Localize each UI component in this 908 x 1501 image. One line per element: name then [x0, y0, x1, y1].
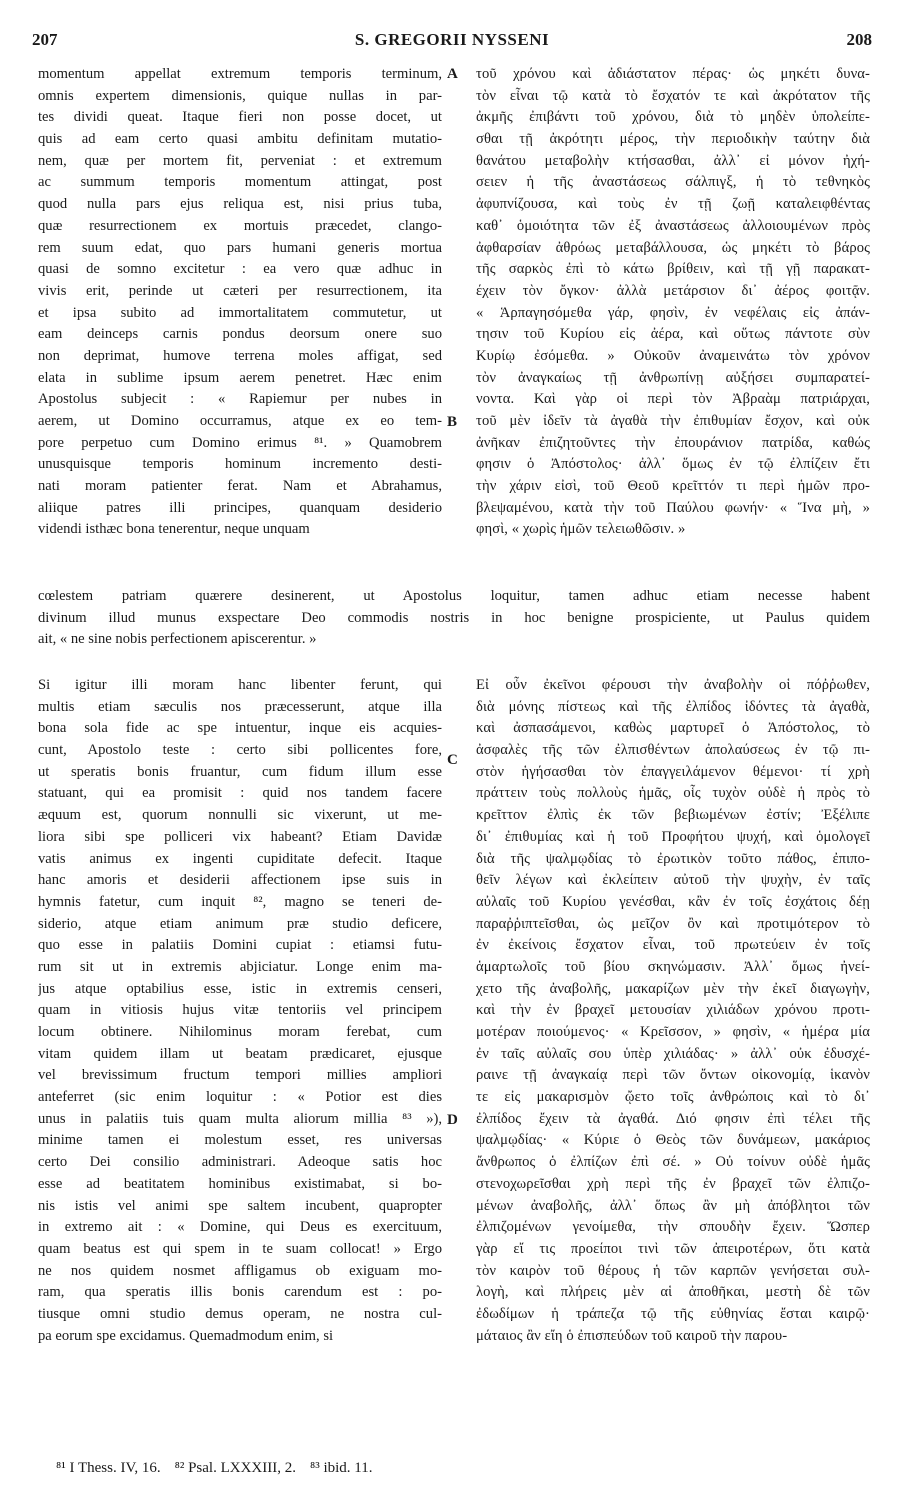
latin-text-line: certo Dei consilio administrari. Adeoque satis hoc	[38, 1154, 442, 1171]
latin-text-line: quod nulla pars ejus reliqua est, nisi prius tuba,	[38, 196, 442, 213]
greek-text-line: ἁμαρτωλοῖς τοῦ βίου σκηνώμασιν. Ἀλλ᾽ ὅμως ἠνεί-	[476, 958, 870, 975]
latin-text-line: nis istis vel animi spe saltem incubent, quapropter	[38, 1197, 442, 1214]
latin-text-line: quam beatus est qui spem in te suam collocat! » Ergo	[38, 1240, 442, 1257]
full-width-text-line: divinum illud munus exspectare Deo commodis nostris in hoc benigne prospiciente, ut Paulus quidem	[38, 609, 870, 626]
greek-text-line: σθαι τῇ ἀκρότητι μέρος, τὴν περιοδικὴν ταύτην διὰ	[476, 131, 870, 148]
margin-marker-d: D	[447, 1112, 458, 1128]
latin-text-line: pore perpetuo cum Domino erimus ⁸¹. » Quamobrem	[38, 434, 442, 451]
latin-text-line: quæ resurrectionem ex mortuis præcedet, clango-	[38, 217, 442, 234]
greek-text-line: τησιν τοῦ Κυρίου εἰς ἀέρα, καὶ οὕτως πάντοτε σὺν	[476, 326, 870, 343]
greek-text-line: ἐλπιζομένων γενοίμεθα, τὴν σπουδὴν ἔχειν. Ὥσπερ	[476, 1219, 870, 1236]
greek-column-section-1	[476, 64, 870, 541]
margin-marker-c: C	[447, 752, 458, 768]
footnotes	[56, 1460, 387, 1477]
greek-text-line: τὴν χάριν εἰσὶ, τοῦ Θεοῦ κρεῖττόν τι περὶ ἡμῶν προ-	[476, 478, 870, 495]
greek-column-section-2	[476, 675, 870, 1347]
greek-text-line: καθ᾽ ὁμοιότητα τῶν ἐξ ἀναστάσεως ἀλλοιουμένων πρὸς	[476, 217, 870, 234]
latin-text-line: tes dividi queat. Itaque fieri non posse docet, ut	[38, 109, 442, 126]
greek-text-line: ἐν ταῖς αὐλαῖς σου ὑπὲρ χιλιάδας· » ἀλλ᾽ οὐκ ἐδυσχέ-	[476, 1045, 870, 1062]
greek-text-line: διὰ μόνης πίστεως καὶ τῆς ἐλπίδος ἰδόντες τὰ ἀγαθὰ,	[476, 698, 870, 715]
greek-text-line: λογὴ, καὶ πλήρεις μὲν αἱ ἀποθῆκαι, μεστὴ δὲ τῶν	[476, 1284, 870, 1301]
latin-column-section-1	[38, 64, 442, 541]
greek-text-line: ψαλμῳδίας· « Κύριε ὁ Θεὸς τῶν δυνάμεων, μακάριος	[476, 1132, 870, 1149]
greek-text-line: σειεν ἡ τῆς ἀναστάσεως σάλπιγξ, ἡ τὸ τεθνηκὸς	[476, 174, 870, 191]
greek-text-line: βλεψαμένου, κατὰ τὴν τοῦ Παύλου φωνήν· « Ἵνα μὴ, »	[476, 499, 870, 516]
latin-text-line: vel brevissimum fructum tempori millies ampliori	[38, 1067, 442, 1084]
latin-text-line: ut speratis bonis fruantur, cum fidum illum esse	[38, 763, 442, 780]
latin-text-line: esse ad beatitatem hominibus existimabat, si bo-	[38, 1175, 442, 1192]
footnote: ⁸² Psal. LXXXIII, 2.	[174, 1460, 296, 1476]
greek-text-line: έχειν τὸν ὄγκον· ἀλλὰ μετάρσιον δι᾽ ἀέρος φοιτᾷν.	[476, 282, 870, 299]
greek-text-line: στενοχωρεῖσθαι χρὴ περὶ τῆς ἐν βραχεῖ τῶν ἐλπιζο-	[476, 1175, 870, 1192]
latin-text-line: vatis animus ex ingenti cupiditate defecit. Itaque	[38, 850, 442, 867]
latin-text-line: anteferret (sic enim loquitur : « Potior est dies	[38, 1089, 442, 1106]
greek-text-line: ἀνῆκαν ἐπιζητοῦντες τὴν ἐπουράνιον πατρίδα, καθώς	[476, 434, 870, 451]
latin-text-line: unus in palatiis tuis quam multa aliorum millia ⁸³ »),	[38, 1110, 442, 1127]
latin-text-line: siderio, atque etiam animum præ studio deficere,	[38, 915, 442, 932]
margin-marker-a: A	[447, 66, 458, 82]
latin-text-line: et ipsa subito ad immortalitatem commutetur, ut	[38, 304, 442, 321]
latin-text-line: multis etiam sæculis nos præcesserunt, atque illa	[38, 698, 442, 715]
latin-text-line: nem, quæ per mortem fit, perveniat : et extremum	[38, 152, 442, 169]
latin-text-line: aliique patres illi principes, quanquam desiderio	[38, 499, 442, 516]
latin-text-line: rum sit ut in extremis abjiciatur. Longe enim ma-	[38, 958, 442, 975]
latin-text-line: pa eorum spe excidamus. Quemadmodum enim, si	[38, 1327, 334, 1344]
greek-text-line: ἐδωδίμων ἡ τράπεζα τῷ τῆς εὐθηνίας ἔσται καιρῷ·	[476, 1305, 870, 1322]
latin-text-line: rem suum edat, quo pars humani generis mortua	[38, 239, 442, 256]
latin-text-line: eam deinceps carnis pondus deorsum onere suo	[38, 326, 442, 343]
page-number-left: 207	[32, 30, 58, 49]
latin-text-line: momentum appellat extremum temporis terminum,	[38, 66, 442, 82]
latin-text-line: quam in vitiosis hujus vitæ tentoriis vel principem	[38, 1002, 442, 1019]
greek-text-line: ἄνθρωπος ὁ ἐλπίζων ἐπὶ σέ. » Οὐ τοίνυν οὐδὲ ἡμᾶς	[476, 1154, 870, 1171]
greek-text-line: δι᾽ ἐπιθυμίας καὶ ἡ τοῦ Προφήτου ψυχή, καὶ ὁμολογεῖ	[476, 828, 870, 845]
full-width-text-line: ait, « ne sine nobis perfectionem apiscerentur. »	[38, 631, 317, 648]
greek-text-line: θανάτου μεταβολὴν κτήσασθαι, ἀλλ᾽ εἰ μόνον ἠχή-	[476, 152, 870, 169]
greek-text-line: Εἰ οὖν ἐκεῖνοι φέρουσι τὴν ἀναβολὴν οἱ πόῤῥωθεν,	[476, 677, 870, 693]
latin-text-line: vivis erit, perinde ut cæteri per resurrectionem, ita	[38, 282, 442, 299]
greek-text-line: αὐλαῖς τοῦ Κυρίου γενέσθαι, κἂν ἐν τοῖς ἐσχάτοις δέῃ	[476, 893, 870, 910]
latin-text-line: elata in sublime ipsum aerem penetret. Hæc enim	[38, 369, 442, 386]
greek-text-line: ἀφυπνίζουσα, καὶ τοὺς ἐν τῇ ζωῇ καταλειφθέντας	[476, 196, 870, 213]
greek-text-line: ραινε τῇ ἀναγκαίᾳ περὶ τῶν ὄντων οἰκονομίᾳ, ἱκανὸν	[476, 1067, 870, 1084]
greek-text-line: πράττειν τοὺς πολλοὺς ἡμᾶς, οἷς τυχὸν οὐδὲ ἡ πρὸς τὸ	[476, 785, 870, 802]
latin-text-line: statuant, qui ea promisit : quid nos tandem facere	[38, 785, 442, 802]
greek-text-line: « Ἁρπαγησόμεθα γάρ, φησὶν, ἐν νεφέλαις εἰς ἀπάν-	[476, 304, 870, 321]
greek-text-line: διὰ τῆς ψαλμῳδίας τὸ ἐρωτικὸν τοῦτο πάθος, ἐπιπο-	[476, 850, 870, 867]
latin-text-line: cunt, Apostolo teste : certo sibi pollicentes fore,	[38, 742, 442, 759]
greek-text-line: νοντα. Καὶ γὰρ οἱ περὶ τὸν Ἀβραὰμ πατριάρχαι,	[476, 391, 870, 408]
latin-text-line: quis ad eam certo quasi ambitu definitam mutatio-	[38, 131, 442, 148]
greek-text-line: μάταιος ἂν εἴη ὁ ἐπισπεύδων τοῦ καιροῦ τὴν παρου-	[476, 1327, 788, 1344]
latin-text-line: in extremo ait : « Domine, qui Deus es exercituum,	[38, 1219, 442, 1236]
latin-text-line: quasi de somno excitetur : ea vero quæ adhuc in	[38, 261, 442, 278]
latin-text-line: hymnis fatetur, cum inquit ⁸², magno se teneri de-	[38, 893, 442, 910]
greek-text-line: μένων ἀναβολῆς, ἀλλ᾽ ὅπως ἂν μὴ ἀπόβλητοι τῶν	[476, 1197, 870, 1214]
latin-text-line: jus atque optabilius esse, istic in extremis censeri,	[38, 980, 442, 997]
margin-marker-b: B	[447, 414, 458, 430]
greek-text-line: Κυρίῳ ἐσόμεθα. » Οὐκοῦν ἀναμεινάτω τὸν χρόνον	[476, 347, 870, 364]
full-width-text-line: cœlestem patriam quærere desinerent, ut Apostolus loquitur, tamen adhuc etiam necesse habent	[38, 588, 870, 604]
footnote: ⁸³ ibid. 11.	[309, 1460, 373, 1476]
latin-text-line: tiusque omni studio demus operam, ne nostra cul-	[38, 1305, 442, 1322]
latin-text-line: bona sola fide ac spe intuentur, inque eis acquies-	[38, 720, 442, 737]
greek-text-line: ἐν ἐκείνοις ἔσχατον εἶναι, τοῦ πρωτεύειν ἐν τοῖς	[476, 937, 870, 954]
greek-text-line: καὶ τὴν ἐν βραχεῖ μετουσίαν χιλιάδων χρόνου προτι-	[476, 1002, 870, 1019]
greek-text-line: τε εἰς μακαρισμὸν ᾤετο τοῖς ἀνθρώποις καὶ τὸ δι᾽	[476, 1089, 870, 1106]
greek-text-line: τὸν καιρὸν τοῦ θέρους ἡ τῶν καρπῶν γενήσεται συλ-	[476, 1262, 870, 1279]
latin-text-line: Si igitur illi moram hanc libenter ferunt, qui	[38, 677, 442, 693]
greek-text-line: χετο τῆς ἀναβολῆς, μακαρίζων μὲν τὴν ἐκεῖ διαγωγὴν,	[476, 980, 870, 997]
latin-text-line: non deprimat, humove terrena moles affigat, sed	[38, 347, 442, 364]
running-header	[32, 30, 872, 56]
latin-text-line: Apostolus subjecit : « Rapiemur per nubes in	[38, 391, 442, 408]
page-number-right: 208	[846, 30, 872, 49]
greek-text-line: ἐλπίδος ἔχειν τὰ ἀγαθά. Διό φησιν ἐπὶ τέλει τῆς	[476, 1110, 870, 1127]
greek-text-line: κρεῖττον ἐλπὶς ἐκ τῶν βεβιωμένων ἐστίν; Ἐξέλιπε	[476, 807, 870, 824]
latin-text-line: aerem, ut Domino occurramus, atque ex eo tem-	[38, 413, 442, 429]
latin-text-line: nati moram patienter ferat. Nam et Abrahamus,	[38, 478, 442, 495]
greek-text-line: ἀφθαρσίαν ἀθρόως μεταβάλλουσα, ὡς μηκέτι τὸ βάρος	[476, 239, 870, 256]
greek-text-line: τοῦ χρόνου καὶ ἀδιάστατον πέρας· ὡς μηκέτι δυνα-	[476, 66, 870, 82]
greek-text-line: φησὶ, « χωρὶς ἡμῶν τελειωθῶσιν. »	[476, 521, 686, 538]
greek-text-line: στὸν ἡγήσασθαι τὸν ἐπαγγειλάμενον θέμενοι· τί χρὴ	[476, 763, 870, 780]
latin-text-line: locum obtinere. Nihilominus moram ferebat, cum	[38, 1024, 442, 1040]
latin-text-line: unusquisque temporis hominum incremento desti-	[38, 456, 442, 473]
greek-text-line: καὶ ἀσπασάμενοι, καθὼς μαρτυρεῖ ὁ Ἀπόστολος, τὸ	[476, 720, 870, 737]
greek-text-line: θεῖν λέγων καὶ ἐκλείπειν αὐτοῦ τὴν ψυχὴν, ἐν ταῖς	[476, 872, 870, 889]
latin-text-line: liora sibi spe polliceri vix habeant? Etiam Davidæ	[38, 828, 442, 845]
latin-column-section-2	[38, 675, 442, 1347]
full-width-paragraph	[38, 586, 870, 651]
running-title: S. GREGORII NYSSENI	[354, 30, 550, 49]
latin-text-line: æquum est, quorum nonnulli sic vixerunt, ut me-	[38, 807, 442, 824]
greek-text-line: τοῦ μὲν ἰδεῖν τὰ ἀγαθὰ τὴν ἐπιθυμίαν ἔσχον, καὶ οὐκ	[476, 413, 870, 429]
latin-text-line: quo esse in palatiis Domini cupiat : etiamsi futu-	[38, 937, 442, 954]
latin-text-line: videndi isthæc bona tenerentur, neque unquam	[38, 521, 310, 538]
latin-text-line: ne nos quidem nosmet affligamus ob exiguam mo-	[38, 1262, 442, 1279]
latin-text-line: ac summum temporis momentum attingat, post	[38, 174, 442, 191]
greek-text-line: ἀσφαλὲς τῆς τῶν ἐλπισθέντων ἀπολαύσεως ἐν τῷ πι-	[476, 742, 870, 759]
greek-text-line: τὸν εἶναι τῷ κατὰ τὸ ἔσχατόν τε καὶ ἀκρότατον τῆς	[476, 87, 870, 104]
greek-text-line: τὸν ἀναγκαίως τῇ ἀνθρωπίνῃ αὐξήσει συμπαρατεί-	[476, 369, 870, 386]
footnote: ⁸¹ I Thess. IV, 16.	[56, 1460, 161, 1476]
latin-text-line: hanc amoris et desiderii affectionem ipse suis in	[38, 872, 442, 889]
greek-text-line: μοτέραν ποιούμενος· « Κρεῖσσον, » φησὶν, « ἡμέρα μία	[476, 1024, 870, 1040]
greek-text-line: τῆς σαρκὸς ἐπὶ τὸ κάτω βρίθειν, καὶ τῇ γῇ παρακατ-	[476, 261, 870, 278]
greek-text-line: γὰρ εἴ τις προείποι τινὶ τῶν ἀπειροτέρων, ὅτι κατὰ	[476, 1240, 870, 1257]
latin-text-line: minime tamen ei molestum esset, res universas	[38, 1132, 442, 1149]
latin-text-line: omnis expertem dimensionis, quique nullas in par-	[38, 87, 442, 104]
greek-text-line: παραῤῥιπτεῖσθαι, ὡς μεῖζον ὂν καὶ προτιμότερον τὸ	[476, 915, 870, 932]
latin-text-line: ram, qua speratis illis bonis carendum est : po-	[38, 1284, 442, 1301]
greek-text-line: φησιν ὁ Ἀπόστολος· ἀλλ᾽ ὅμως ἐν τῷ ἐλπίζειν ἔτι	[476, 456, 870, 473]
greek-text-line: ἀκμῆς ἐπιβάντι τοῦ χρόνου, διὰ τὸ μηδὲν ὑπολείπε-	[476, 109, 870, 126]
latin-text-line: vitam quidem illam ut beatam prædicaret, ejusque	[38, 1045, 442, 1062]
